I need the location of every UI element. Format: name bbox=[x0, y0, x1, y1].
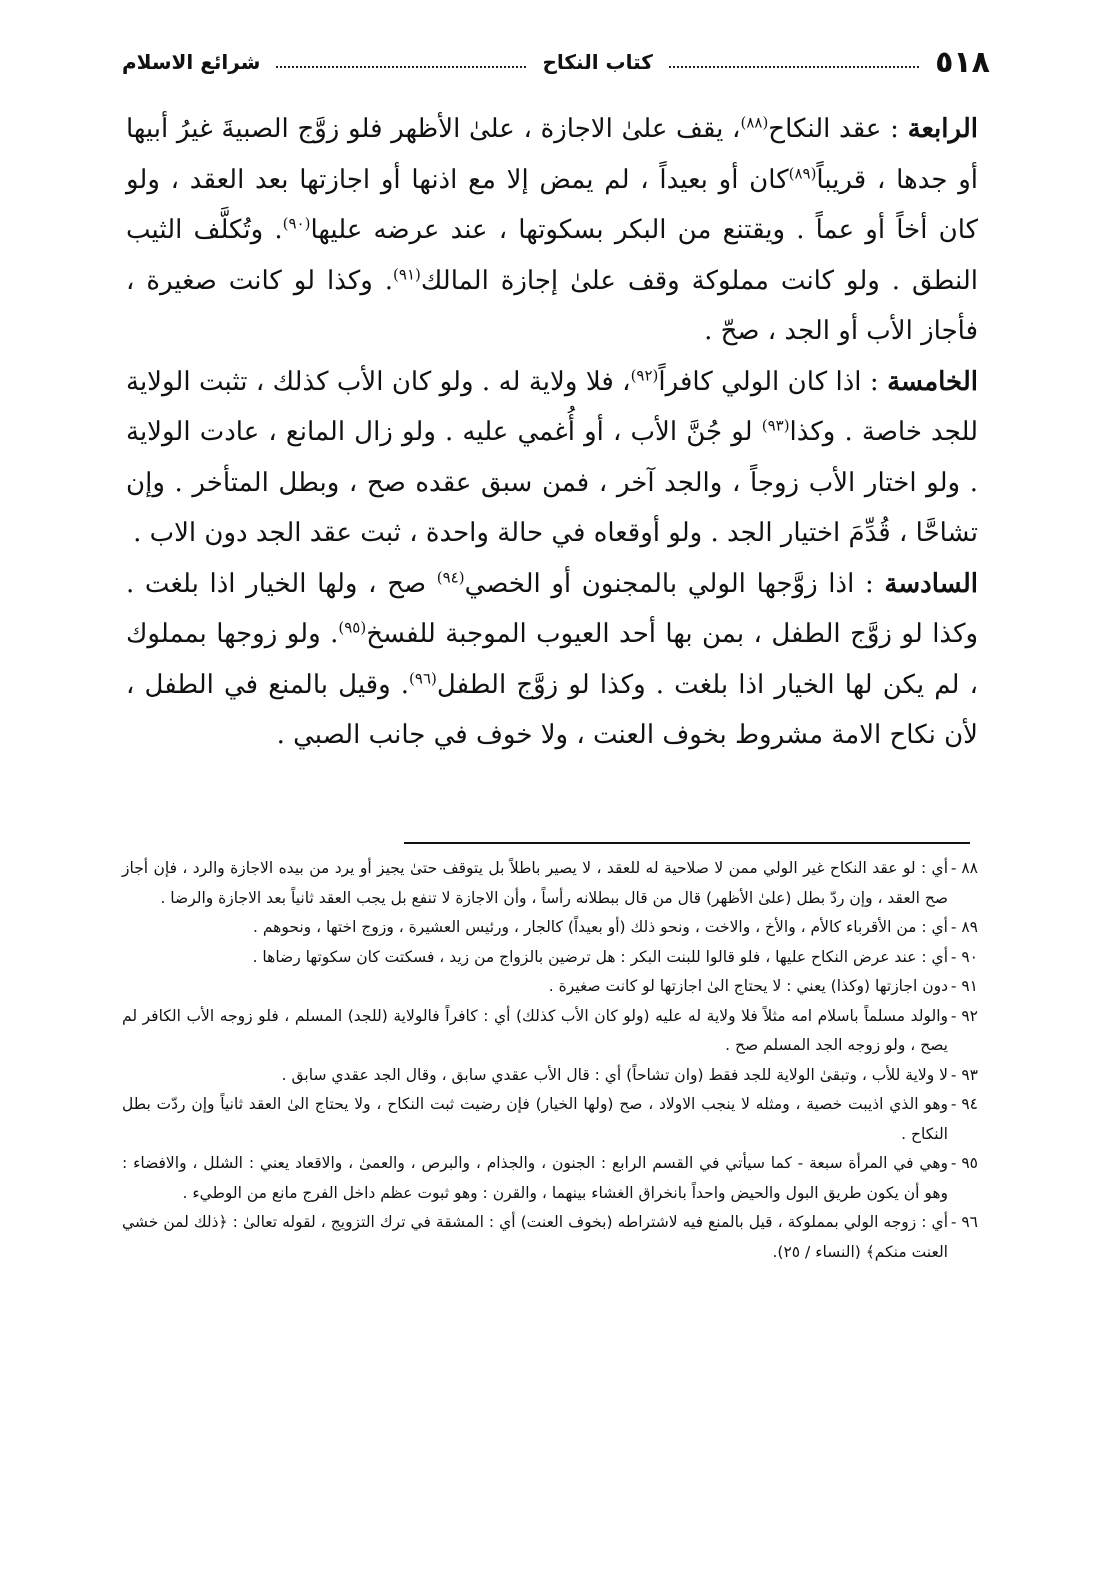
footnote-text: أي : زوجه الولي بمملوكة ، قيل بالمنع فيه لاشتراطه (بخوف العنت) أي : المشقة في ترك التزويج ، لقوله تعالىٰ : ﴿ذلك لمن خشي العنت منكم﴾ (النساء / ٢٥). bbox=[122, 1213, 948, 1261]
paragraph-text: : عقد النكاح bbox=[768, 114, 908, 144]
paragraph-text: . وكذا لو كانت صغيرة ، فأجاز الأب أو الجد ، صحّ . bbox=[126, 265, 978, 346]
footnote-number: ٩٣ - bbox=[950, 1065, 978, 1084]
paragraph-text: . ولو زوجها بمملوك ، لم يكن لها الخيار اذا بلغت . وكذا لو زوَّج الطفل bbox=[126, 619, 978, 700]
footnote-text: أي : لو عقد النكاح غير الولي ممن لا صلاحية له للعقد ، لا يصير باطلاً بل يتوقف حتىٰ يجيز أو يرد من بيده الاجازة والرد ، فإن أجاز صح العقد ، وإن ردّ بطل (علىٰ الأظهر) قال من قال ببطلانه رأساً ، وأن الاجازة لا تنفع بل يجب العقد ثانياً بعد الاجازة والرضا . bbox=[122, 859, 948, 907]
footnote-number: ٩٥ - bbox=[950, 1154, 978, 1172]
footnote-divider bbox=[404, 842, 970, 844]
footnote-ref-96[interactable]: (٩٦) bbox=[409, 668, 437, 687]
paragraph-text: . وتُكلَّف الثيب النطق . ولو كانت مملوكة وقف علىٰ إجازة المالك bbox=[126, 215, 978, 296]
chapter-title: كتاب النكاح bbox=[542, 50, 653, 74]
running-header bbox=[122, 44, 990, 80]
footnote-ref-93[interactable]: (٩٣) bbox=[761, 416, 790, 435]
footnote-ref-92[interactable]: (٩٢) bbox=[630, 365, 659, 384]
paragraph-text: لو جُنَّ الأب ، أو أُغمي عليه . ولو زال المانع ، عادت الولاية . ولو اختار الأب زوجاً ، والجد آخر ، فمن سبق عقده صح ، وبطل المتأخر . وإن تشاحَّا ، قُدِّمَ اختيار الجد . ولو أوقعاه في حالة واحدة ، ثبت عقد الجد دون الاب . bbox=[126, 417, 978, 548]
footnote-96 bbox=[122, 1208, 978, 1267]
footnote-number: ٩١ - bbox=[950, 977, 978, 995]
footnote-number: ٨٨ - bbox=[950, 859, 978, 877]
footnote-text: وهي في المرأة سبعة - كما سيأتي في القسم الرابع : الجنون ، والجذام ، والبرص ، والعمىٰ ، والاقعاد يعني : الشلل ، والافضاء : وهو أن يكون طريق البول والحيض واحداً بانخراق الغشاء بينهما ، والقرن : وهو ثبوت عظم داخل الفرج مانع من الوطيء . bbox=[122, 1154, 948, 1202]
page-number: ٥١٨ bbox=[935, 44, 990, 80]
footnote-ref-89[interactable]: (٨٩) bbox=[788, 163, 817, 182]
paragraph-text: صح ، ولها الخيار اذا بلغت . وكذا لو زوَّج الطفل ، بمن بها أحد العيوب الموجبة للفسخ bbox=[126, 568, 979, 649]
footnote-number: ٩٦ - bbox=[950, 1213, 978, 1231]
footnote-number: ٨٩ - bbox=[950, 918, 978, 936]
footnote-text: أي : عند عرض النكاح عليها ، فلو قالوا للبنت البكر : هل ترضين بالزواج من زيد ، فسكتت كان سكوتها رضاها . bbox=[252, 947, 948, 966]
footnote-ref-90[interactable]: (٩٠) bbox=[282, 214, 311, 233]
paragraph-text: كان أو بعيداً ، لم يمض إلا مع اذنها أو اجازتها بعد العقد ، ولو كان أخاً أو عماً . ويقتنع من البكر بسكوتها ، عند عرضه عليها bbox=[126, 164, 978, 245]
footnote-ref-94[interactable]: (٩٤) bbox=[436, 567, 465, 586]
paragraph-label: الرابعة bbox=[907, 114, 978, 144]
footnote-94 bbox=[122, 1090, 978, 1149]
footnote-text: والولد مسلماً باسلام امه مثلاً فلا ولاية له عليه (ولو كان الأب كذلك) أي : كافراً فالولاية (للجد) المسلم ، فلو زوجه الأب الكافر لم يصح ، ولو زوجه الجد المسلم صح . bbox=[122, 1006, 948, 1054]
paragraph-text: : اذا كان الولي كافراً bbox=[658, 366, 888, 397]
footnote-89 bbox=[122, 913, 978, 943]
footnote-text: دون اجازتها (وكذا) يعني : لا يحتاج الىٰ اجازتها لو كانت صغيرة . bbox=[548, 977, 948, 995]
footnote-text: وهو الذي اذيبت خصية ، ومثله لا ينجب الاولاد ، صح (ولها الخيار) فإن رضيت ثبت النكاح ، ولا يحتاج الىٰ العقد ثانياً وإن ردّت بطل النكاح . bbox=[122, 1095, 948, 1143]
footnote-93 bbox=[122, 1061, 978, 1091]
footnote-ref-88[interactable]: (٨٨) bbox=[740, 113, 769, 132]
paragraph-fourth bbox=[126, 104, 978, 357]
paragraph-text: ، يقف علىٰ الاجازة ، علىٰ الأظهر فلو زوَّج الصبيةَ غيرُ أبيها أو جدها ، قريباً bbox=[126, 114, 978, 195]
main-text bbox=[126, 104, 978, 761]
footnotes bbox=[122, 854, 978, 1267]
footnote-number: ٩٢ - bbox=[950, 1006, 978, 1025]
footnote-91 bbox=[122, 972, 978, 1002]
paragraph-sixth bbox=[126, 559, 978, 761]
paragraph-text: ، فلا ولاية له . ولو كان الأب كذلك ، تثبت الولاية للجد خاصة . وكذا bbox=[126, 366, 978, 447]
header-dotted-leader bbox=[669, 66, 919, 68]
paragraph-text: : اذا زوَّجها الولي بالمجنون أو الخصي bbox=[464, 568, 885, 599]
paragraph-fifth bbox=[126, 357, 978, 559]
header-dotted-leader bbox=[276, 66, 526, 68]
footnote-ref-91[interactable]: (٩١) bbox=[393, 264, 421, 283]
footnote-92 bbox=[122, 1002, 978, 1061]
paragraph-label: الخامسة bbox=[887, 366, 978, 397]
book-title: شرائع الاسلام bbox=[122, 50, 261, 74]
footnote-90 bbox=[122, 943, 978, 973]
footnote-text: لا ولاية للأب ، وتبقىٰ الولاية للجد فقط (وان تشاحاً) أي : قال الأب عقدي سابق ، وقال الجد عقدي سابق . bbox=[281, 1065, 948, 1084]
footnote-number: ٩٠ - bbox=[950, 947, 978, 966]
footnote-ref-95[interactable]: (٩٥) bbox=[338, 618, 367, 637]
footnote-88 bbox=[122, 854, 978, 913]
paragraph-text: . وقيل بالمنع في الطفل ، لأن نكاح الامة مشروط بخوف العنت ، ولا خوف في جانب الصبي . bbox=[126, 669, 978, 750]
footnote-text: أي : من الأقرباء كالأم ، والأخ ، والاخت ، ونحو ذلك (أو بعيداً) كالجار ، ورئيس العشيرة ، وزوج اختها ، ونحوهم . bbox=[252, 918, 948, 936]
paragraph-label: السادسة bbox=[884, 568, 978, 599]
footnote-95 bbox=[122, 1149, 978, 1208]
footnote-number: ٩٤ - bbox=[950, 1095, 978, 1113]
